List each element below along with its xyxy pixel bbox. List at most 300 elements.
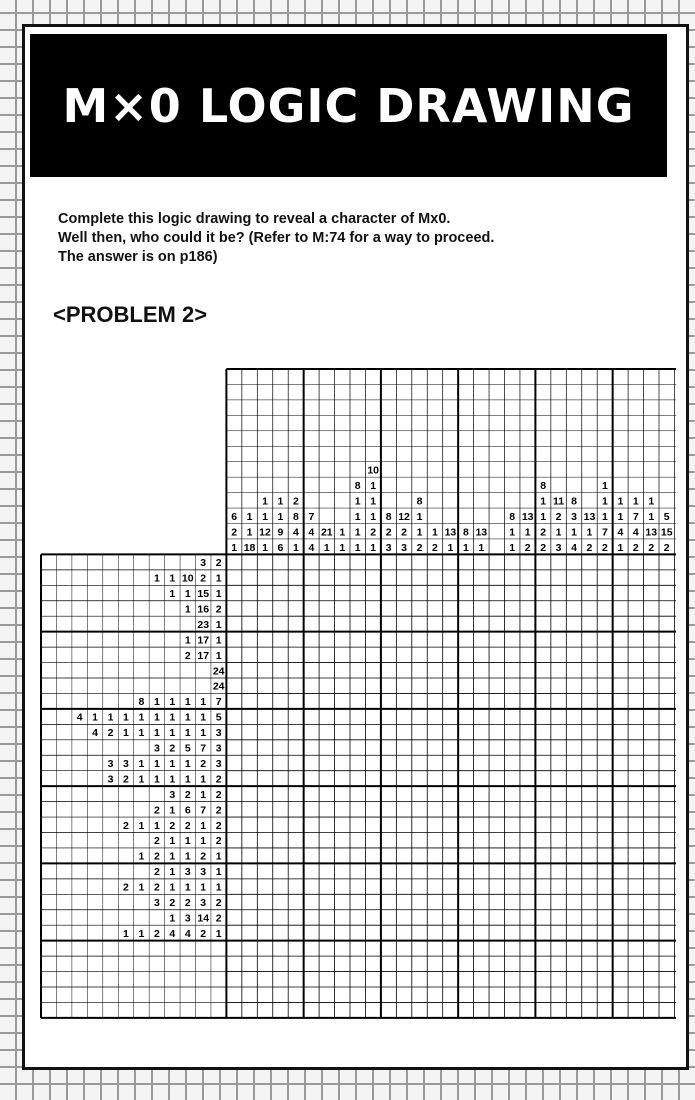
grid-cell[interactable] <box>458 802 473 817</box>
grid-cell[interactable] <box>458 956 473 971</box>
grid-cell[interactable] <box>273 663 288 678</box>
grid-cell[interactable] <box>257 678 272 693</box>
grid-cell[interactable] <box>273 863 288 878</box>
grid-cell[interactable] <box>458 616 473 631</box>
grid-cell[interactable] <box>644 1002 659 1017</box>
grid-cell[interactable] <box>613 879 628 894</box>
grid-cell[interactable] <box>319 925 334 940</box>
grid-cell[interactable] <box>365 709 380 724</box>
grid-cell[interactable] <box>551 771 566 786</box>
grid-cell[interactable] <box>628 601 643 616</box>
grid-cell[interactable] <box>505 616 520 631</box>
grid-cell[interactable] <box>350 585 365 600</box>
grid-cell[interactable] <box>427 894 442 909</box>
grid-cell[interactable] <box>335 802 350 817</box>
grid-cell[interactable] <box>520 554 535 569</box>
grid-cell[interactable] <box>396 554 411 569</box>
grid-cell[interactable] <box>412 817 427 832</box>
grid-cell[interactable] <box>551 941 566 956</box>
grid-cell[interactable] <box>335 910 350 925</box>
grid-cell[interactable] <box>582 693 597 708</box>
grid-cell[interactable] <box>520 678 535 693</box>
grid-cell[interactable] <box>226 616 241 631</box>
grid-cell[interactable] <box>288 987 303 1002</box>
grid-cell[interactable] <box>273 632 288 647</box>
grid-cell[interactable] <box>597 709 612 724</box>
grid-cell[interactable] <box>566 663 581 678</box>
grid-cell[interactable] <box>505 956 520 971</box>
grid-cell[interactable] <box>520 910 535 925</box>
grid-cell[interactable] <box>288 817 303 832</box>
grid-cell[interactable] <box>412 632 427 647</box>
grid-cell[interactable] <box>381 693 396 708</box>
grid-cell[interactable] <box>427 941 442 956</box>
grid-cell[interactable] <box>288 585 303 600</box>
grid-cell[interactable] <box>412 987 427 1002</box>
grid-cell[interactable] <box>659 632 674 647</box>
grid-cell[interactable] <box>443 709 458 724</box>
grid-cell[interactable] <box>335 771 350 786</box>
grid-cell[interactable] <box>551 956 566 971</box>
grid-cell[interactable] <box>613 786 628 801</box>
grid-cell[interactable] <box>257 554 272 569</box>
grid-cell[interactable] <box>319 616 334 631</box>
grid-cell[interactable] <box>350 972 365 987</box>
grid-cell[interactable] <box>443 925 458 940</box>
grid-cell[interactable] <box>319 786 334 801</box>
grid-cell[interactable] <box>365 848 380 863</box>
grid-cell[interactable] <box>242 755 257 770</box>
grid-cell[interactable] <box>659 771 674 786</box>
grid-cell[interactable] <box>335 956 350 971</box>
grid-cell[interactable] <box>597 1002 612 1017</box>
grid-cell[interactable] <box>396 1002 411 1017</box>
grid-cell[interactable] <box>628 879 643 894</box>
grid-cell[interactable] <box>226 894 241 909</box>
grid-cell[interactable] <box>489 863 504 878</box>
grid-cell[interactable] <box>474 709 489 724</box>
grid-cell[interactable] <box>489 786 504 801</box>
grid-cell[interactable] <box>319 585 334 600</box>
grid-cell[interactable] <box>242 554 257 569</box>
grid-cell[interactable] <box>613 817 628 832</box>
grid-cell[interactable] <box>412 554 427 569</box>
grid-cell[interactable] <box>257 941 272 956</box>
grid-cell[interactable] <box>566 786 581 801</box>
grid-cell[interactable] <box>242 601 257 616</box>
grid-cell[interactable] <box>582 678 597 693</box>
grid-cell[interactable] <box>597 647 612 662</box>
grid-cell[interactable] <box>335 894 350 909</box>
grid-cell[interactable] <box>381 554 396 569</box>
grid-cell[interactable] <box>566 771 581 786</box>
grid-cell[interactable] <box>350 693 365 708</box>
grid-cell[interactable] <box>474 771 489 786</box>
grid-cell[interactable] <box>365 678 380 693</box>
grid-cell[interactable] <box>242 771 257 786</box>
grid-cell[interactable] <box>427 802 442 817</box>
grid-cell[interactable] <box>365 956 380 971</box>
grid-cell[interactable] <box>659 663 674 678</box>
grid-cell[interactable] <box>613 570 628 585</box>
grid-cell[interactable] <box>257 1002 272 1017</box>
grid-cell[interactable] <box>443 956 458 971</box>
grid-cell[interactable] <box>288 755 303 770</box>
grid-cell[interactable] <box>288 554 303 569</box>
grid-cell[interactable] <box>505 601 520 616</box>
grid-cell[interactable] <box>242 786 257 801</box>
grid-cell[interactable] <box>427 554 442 569</box>
grid-cell[interactable] <box>659 616 674 631</box>
grid-cell[interactable] <box>644 616 659 631</box>
grid-cell[interactable] <box>242 585 257 600</box>
grid-cell[interactable] <box>613 941 628 956</box>
grid-cell[interactable] <box>365 755 380 770</box>
grid-cell[interactable] <box>427 570 442 585</box>
grid-cell[interactable] <box>304 647 319 662</box>
grid-cell[interactable] <box>597 848 612 863</box>
grid-cell[interactable] <box>381 802 396 817</box>
grid-cell[interactable] <box>350 570 365 585</box>
grid-cell[interactable] <box>520 817 535 832</box>
grid-cell[interactable] <box>613 972 628 987</box>
grid-cell[interactable] <box>273 1002 288 1017</box>
grid-cell[interactable] <box>443 647 458 662</box>
grid-cell[interactable] <box>381 601 396 616</box>
grid-cell[interactable] <box>319 956 334 971</box>
grid-cell[interactable] <box>582 1002 597 1017</box>
grid-cell[interactable] <box>381 956 396 971</box>
grid-cell[interactable] <box>613 632 628 647</box>
grid-cell[interactable] <box>304 910 319 925</box>
grid-cell[interactable] <box>659 585 674 600</box>
grid-cell[interactable] <box>582 740 597 755</box>
grid-cell[interactable] <box>381 632 396 647</box>
grid-cell[interactable] <box>257 848 272 863</box>
grid-cell[interactable] <box>319 1002 334 1017</box>
grid-cell[interactable] <box>350 740 365 755</box>
grid-cell[interactable] <box>505 802 520 817</box>
grid-cell[interactable] <box>597 879 612 894</box>
grid-cell[interactable] <box>566 910 581 925</box>
grid-cell[interactable] <box>396 570 411 585</box>
grid-cell[interactable] <box>226 817 241 832</box>
grid-cell[interactable] <box>242 879 257 894</box>
grid-cell[interactable] <box>427 833 442 848</box>
grid-cell[interactable] <box>381 1002 396 1017</box>
grid-cell[interactable] <box>458 925 473 940</box>
grid-cell[interactable] <box>412 693 427 708</box>
grid-cell[interactable] <box>350 755 365 770</box>
grid-cell[interactable] <box>566 956 581 971</box>
grid-cell[interactable] <box>257 755 272 770</box>
grid-cell[interactable] <box>304 663 319 678</box>
grid-cell[interactable] <box>226 740 241 755</box>
grid-cell[interactable] <box>288 925 303 940</box>
grid-cell[interactable] <box>628 554 643 569</box>
grid-cell[interactable] <box>412 786 427 801</box>
grid-cell[interactable] <box>613 647 628 662</box>
grid-cell[interactable] <box>412 755 427 770</box>
grid-cell[interactable] <box>551 663 566 678</box>
grid-cell[interactable] <box>335 833 350 848</box>
grid-cell[interactable] <box>582 863 597 878</box>
grid-cell[interactable] <box>520 879 535 894</box>
grid-cell[interactable] <box>273 693 288 708</box>
grid-cell[interactable] <box>582 925 597 940</box>
grid-cell[interactable] <box>582 663 597 678</box>
grid-cell[interactable] <box>582 786 597 801</box>
grid-cell[interactable] <box>505 894 520 909</box>
grid-cell[interactable] <box>381 724 396 739</box>
grid-cell[interactable] <box>257 987 272 1002</box>
grid-cell[interactable] <box>396 894 411 909</box>
grid-cell[interactable] <box>365 724 380 739</box>
grid-cell[interactable] <box>489 833 504 848</box>
grid-cell[interactable] <box>319 879 334 894</box>
grid-cell[interactable] <box>551 709 566 724</box>
grid-cell[interactable] <box>644 771 659 786</box>
grid-cell[interactable] <box>412 570 427 585</box>
grid-cell[interactable] <box>613 802 628 817</box>
grid-cell[interactable] <box>597 910 612 925</box>
grid-cell[interactable] <box>582 817 597 832</box>
grid-cell[interactable] <box>551 1002 566 1017</box>
grid-cell[interactable] <box>644 802 659 817</box>
grid-cell[interactable] <box>659 570 674 585</box>
grid-cell[interactable] <box>489 941 504 956</box>
grid-cell[interactable] <box>458 755 473 770</box>
grid-cell[interactable] <box>273 910 288 925</box>
grid-cell[interactable] <box>273 678 288 693</box>
grid-cell[interactable] <box>242 647 257 662</box>
grid-cell[interactable] <box>582 554 597 569</box>
grid-cell[interactable] <box>443 848 458 863</box>
grid-cell[interactable] <box>535 848 550 863</box>
grid-cell[interactable] <box>474 972 489 987</box>
grid-cell[interactable] <box>365 879 380 894</box>
grid-cell[interactable] <box>427 663 442 678</box>
grid-cell[interactable] <box>396 740 411 755</box>
grid-cell[interactable] <box>644 894 659 909</box>
grid-cell[interactable] <box>551 848 566 863</box>
grid-cell[interactable] <box>319 554 334 569</box>
grid-cell[interactable] <box>226 678 241 693</box>
grid-cell[interactable] <box>443 833 458 848</box>
grid-cell[interactable] <box>443 554 458 569</box>
grid-cell[interactable] <box>350 848 365 863</box>
grid-cell[interactable] <box>535 833 550 848</box>
grid-cell[interactable] <box>489 910 504 925</box>
grid-cell[interactable] <box>288 771 303 786</box>
grid-cell[interactable] <box>257 740 272 755</box>
grid-cell[interactable] <box>319 910 334 925</box>
grid-cell[interactable] <box>226 833 241 848</box>
grid-cell[interactable] <box>489 740 504 755</box>
grid-cell[interactable] <box>412 910 427 925</box>
grid-cell[interactable] <box>242 678 257 693</box>
grid-cell[interactable] <box>597 833 612 848</box>
grid-cell[interactable] <box>520 771 535 786</box>
grid-cell[interactable] <box>443 724 458 739</box>
grid-cell[interactable] <box>644 848 659 863</box>
grid-cell[interactable] <box>520 786 535 801</box>
grid-cell[interactable] <box>489 925 504 940</box>
grid-cell[interactable] <box>551 863 566 878</box>
grid-cell[interactable] <box>551 910 566 925</box>
grid-cell[interactable] <box>288 786 303 801</box>
grid-cell[interactable] <box>396 678 411 693</box>
grid-cell[interactable] <box>582 585 597 600</box>
grid-cell[interactable] <box>335 693 350 708</box>
grid-cell[interactable] <box>335 678 350 693</box>
grid-cell[interactable] <box>551 632 566 647</box>
grid-cell[interactable] <box>412 724 427 739</box>
grid-cell[interactable] <box>365 601 380 616</box>
grid-cell[interactable] <box>566 585 581 600</box>
grid-cell[interactable] <box>597 601 612 616</box>
grid-cell[interactable] <box>288 1002 303 1017</box>
grid-cell[interactable] <box>489 585 504 600</box>
grid-cell[interactable] <box>535 771 550 786</box>
grid-cell[interactable] <box>551 894 566 909</box>
grid-cell[interactable] <box>505 910 520 925</box>
grid-cell[interactable] <box>350 554 365 569</box>
grid-cell[interactable] <box>613 724 628 739</box>
grid-cell[interactable] <box>335 709 350 724</box>
grid-cell[interactable] <box>551 601 566 616</box>
grid-cell[interactable] <box>659 755 674 770</box>
grid-cell[interactable] <box>551 647 566 662</box>
grid-cell[interactable] <box>551 802 566 817</box>
grid-cell[interactable] <box>365 833 380 848</box>
nonogram-puzzle[interactable] <box>21 347 676 1022</box>
grid-cell[interactable] <box>505 663 520 678</box>
grid-cell[interactable] <box>335 755 350 770</box>
grid-cell[interactable] <box>505 817 520 832</box>
grid-cell[interactable] <box>365 802 380 817</box>
grid-cell[interactable] <box>381 833 396 848</box>
grid-cell[interactable] <box>644 601 659 616</box>
grid-cell[interactable] <box>644 663 659 678</box>
grid-cell[interactable] <box>489 601 504 616</box>
grid-cell[interactable] <box>427 585 442 600</box>
grid-cell[interactable] <box>257 817 272 832</box>
grid-cell[interactable] <box>242 817 257 832</box>
grid-cell[interactable] <box>273 956 288 971</box>
grid-cell[interactable] <box>551 740 566 755</box>
grid-cell[interactable] <box>226 848 241 863</box>
grid-cell[interactable] <box>535 894 550 909</box>
grid-cell[interactable] <box>335 585 350 600</box>
grid-cell[interactable] <box>628 771 643 786</box>
grid-cell[interactable] <box>257 601 272 616</box>
grid-cell[interactable] <box>443 678 458 693</box>
grid-cell[interactable] <box>474 987 489 1002</box>
grid-cell[interactable] <box>412 863 427 878</box>
grid-cell[interactable] <box>505 678 520 693</box>
grid-cell[interactable] <box>273 585 288 600</box>
grid-cell[interactable] <box>273 833 288 848</box>
grid-cell[interactable] <box>613 910 628 925</box>
grid-cell[interactable] <box>304 894 319 909</box>
grid-cell[interactable] <box>412 894 427 909</box>
grid-cell[interactable] <box>474 616 489 631</box>
grid-cell[interactable] <box>381 709 396 724</box>
grid-cell[interactable] <box>659 817 674 832</box>
grid-cell[interactable] <box>458 601 473 616</box>
grid-cell[interactable] <box>659 802 674 817</box>
grid-cell[interactable] <box>288 833 303 848</box>
grid-cell[interactable] <box>489 678 504 693</box>
grid-cell[interactable] <box>505 570 520 585</box>
grid-cell[interactable] <box>489 1002 504 1017</box>
grid-cell[interactable] <box>520 863 535 878</box>
grid-cell[interactable] <box>412 663 427 678</box>
grid-cell[interactable] <box>288 678 303 693</box>
grid-cell[interactable] <box>304 585 319 600</box>
grid-cell[interactable] <box>319 663 334 678</box>
grid-cell[interactable] <box>644 755 659 770</box>
grid-cell[interactable] <box>489 771 504 786</box>
grid-cell[interactable] <box>551 972 566 987</box>
grid-cell[interactable] <box>535 570 550 585</box>
grid-cell[interactable] <box>520 616 535 631</box>
grid-cell[interactable] <box>582 709 597 724</box>
grid-cell[interactable] <box>226 910 241 925</box>
grid-cell[interactable] <box>458 663 473 678</box>
grid-cell[interactable] <box>335 724 350 739</box>
grid-cell[interactable] <box>505 632 520 647</box>
grid-cell[interactable] <box>427 972 442 987</box>
grid-cell[interactable] <box>535 802 550 817</box>
grid-cell[interactable] <box>350 894 365 909</box>
grid-cell[interactable] <box>644 554 659 569</box>
grid-cell[interactable] <box>535 879 550 894</box>
grid-cell[interactable] <box>242 925 257 940</box>
grid-cell[interactable] <box>412 585 427 600</box>
grid-cell[interactable] <box>257 585 272 600</box>
grid-cell[interactable] <box>505 863 520 878</box>
grid-cell[interactable] <box>335 879 350 894</box>
grid-cell[interactable] <box>350 925 365 940</box>
grid-cell[interactable] <box>535 693 550 708</box>
grid-cell[interactable] <box>304 786 319 801</box>
grid-cell[interactable] <box>396 802 411 817</box>
grid-cell[interactable] <box>582 833 597 848</box>
grid-cell[interactable] <box>458 817 473 832</box>
grid-cell[interactable] <box>458 771 473 786</box>
grid-cell[interactable] <box>350 802 365 817</box>
grid-cell[interactable] <box>566 601 581 616</box>
grid-cell[interactable] <box>535 956 550 971</box>
grid-cell[interactable] <box>304 771 319 786</box>
grid-cell[interactable] <box>257 879 272 894</box>
grid-cell[interactable] <box>365 771 380 786</box>
grid-cell[interactable] <box>597 786 612 801</box>
grid-cell[interactable] <box>335 987 350 1002</box>
grid-cell[interactable] <box>412 956 427 971</box>
grid-cell[interactable] <box>396 647 411 662</box>
grid-cell[interactable] <box>489 663 504 678</box>
grid-cell[interactable] <box>551 693 566 708</box>
grid-cell[interactable] <box>273 740 288 755</box>
grid-cell[interactable] <box>474 863 489 878</box>
grid-cell[interactable] <box>535 663 550 678</box>
grid-cell[interactable] <box>566 724 581 739</box>
grid-cell[interactable] <box>412 771 427 786</box>
grid-cell[interactable] <box>350 601 365 616</box>
